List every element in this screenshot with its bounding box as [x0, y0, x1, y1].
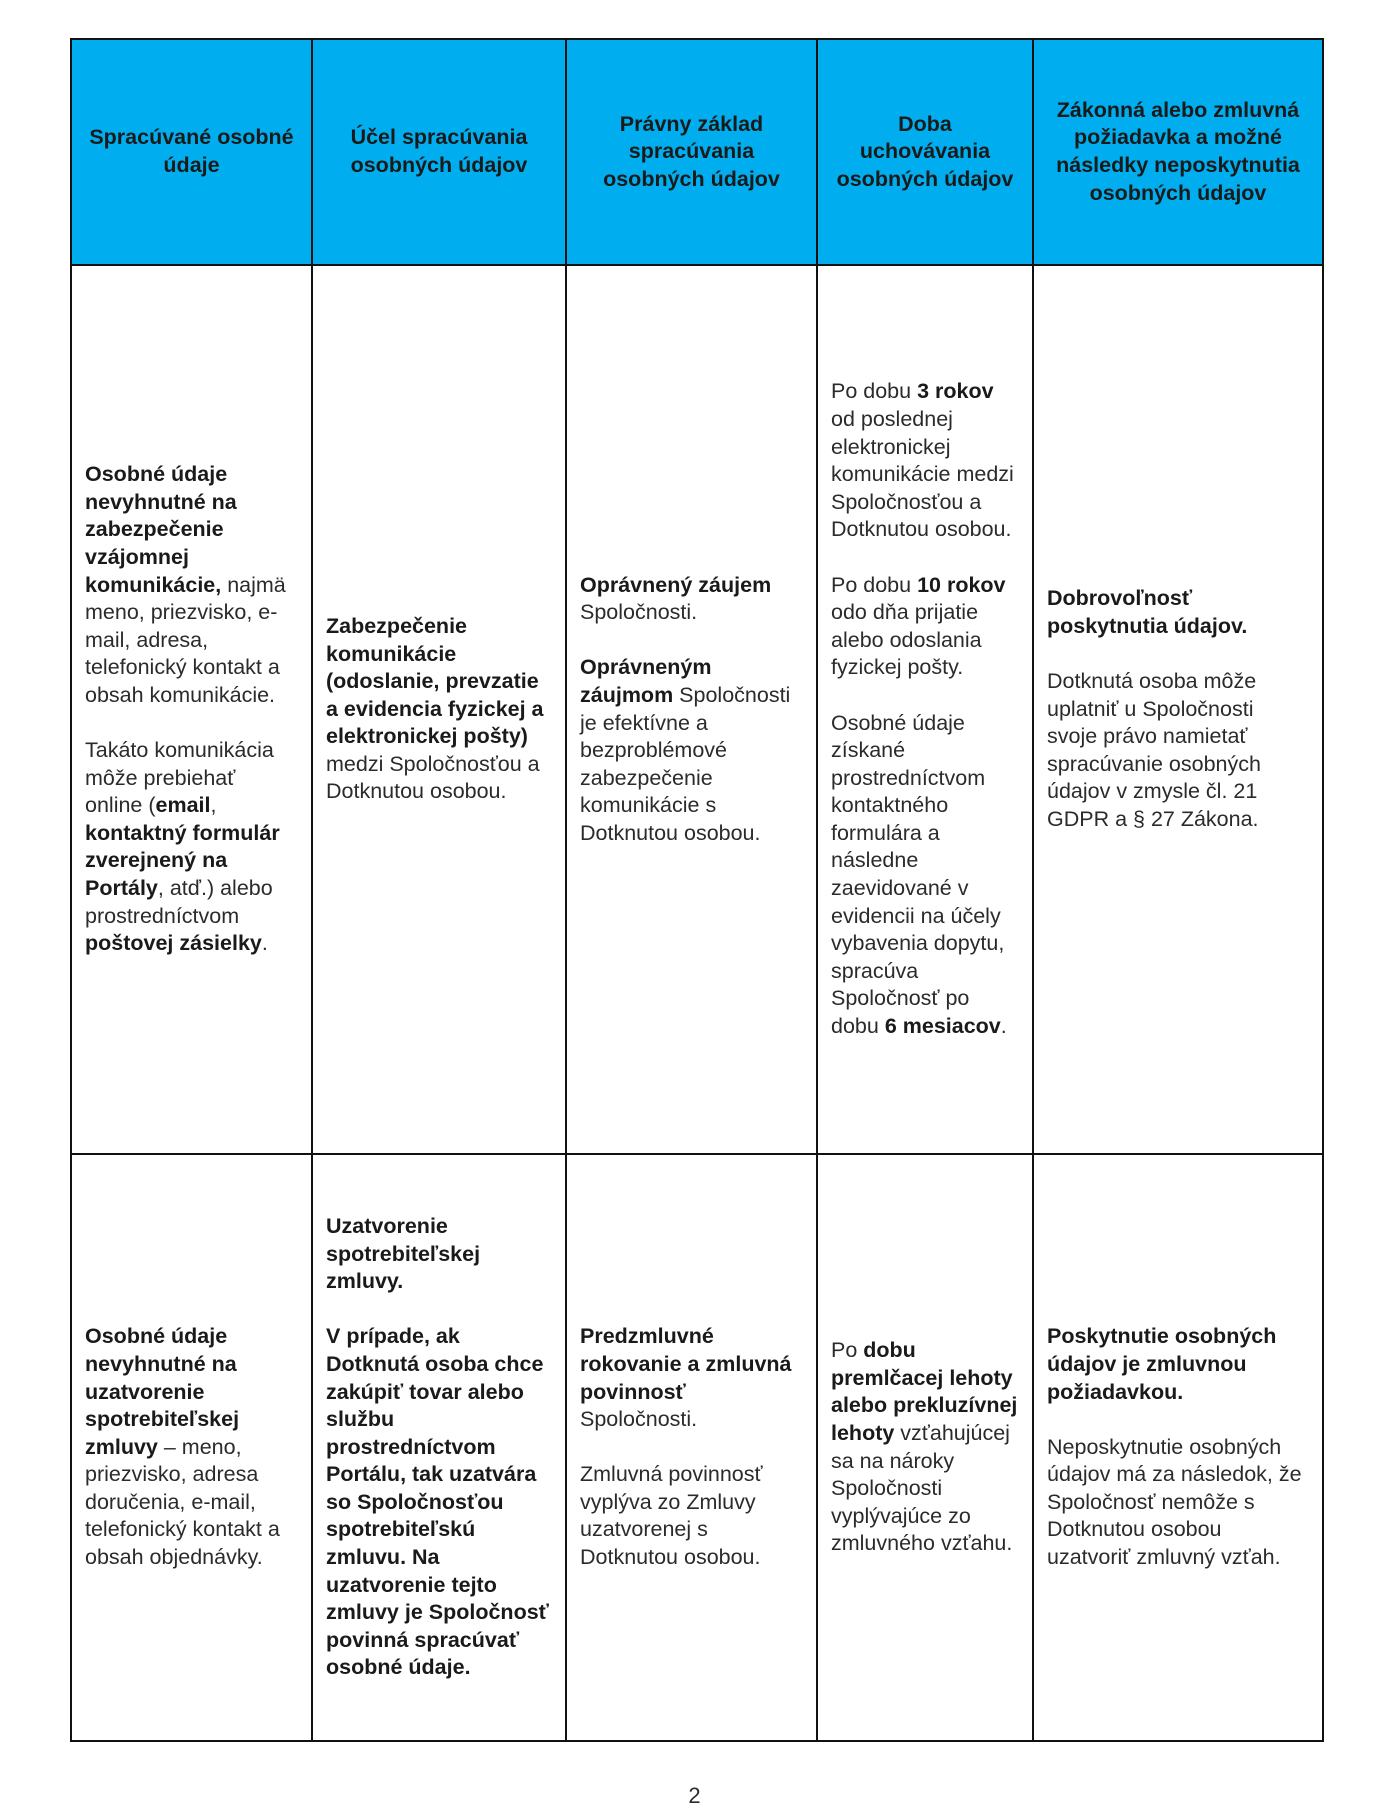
- header-legal-basis: Právny základ spracúvania osobných údajov: [566, 39, 817, 265]
- cell-paragraph: [1047, 668, 1309, 834]
- text: .: [1000, 1014, 1007, 1039]
- table-header-row: [71, 39, 1323, 265]
- bold-text: Uzatvorenie spotrebiteľskej zmluvy.: [326, 1213, 481, 1294]
- cell-legal-basis: [566, 1154, 817, 1741]
- text: odo dňa prijatie alebo odoslania fyzickej pošty.: [831, 600, 982, 680]
- bold-text: email: [155, 793, 211, 818]
- table-row: [71, 1154, 1323, 1741]
- header-purpose: Účel spracúvania osobných údajov: [312, 39, 566, 265]
- text: Po: [831, 1338, 864, 1363]
- cell-requirement-consequences: [1033, 1154, 1323, 1741]
- text: Spoločnosti.: [580, 1407, 698, 1432]
- text: Po dobu: [831, 572, 918, 597]
- text: Takáto komunikácia môže prebiehať online (: [85, 738, 274, 818]
- cell-paragraph: [1047, 1434, 1309, 1572]
- text: vzťahujúcej sa na nároky Spoločnosti vyplývajúce zo zmluvného vzťahu.: [831, 1420, 1013, 1556]
- cell-paragraph: [85, 1323, 298, 1571]
- cell-paragraph: [831, 710, 1019, 1041]
- bold-text: poštovej zásielky: [85, 931, 262, 956]
- cell-processed-data: [71, 265, 312, 1154]
- processing-table: [70, 38, 1324, 1742]
- cell-purpose: [312, 1154, 566, 1741]
- cell-paragraph: [831, 378, 1019, 544]
- cell-paragraph: [831, 572, 1019, 682]
- cell-paragraph: [580, 572, 803, 627]
- text: , atď.) alebo prostredníctvom: [85, 876, 273, 928]
- cell-paragraph: [580, 654, 803, 847]
- cell-processed-data: [71, 1154, 312, 1741]
- text: – meno, priezvisko, adresa doručenia, e-mail, telefonický kontakt a obsah objednávky.: [85, 1434, 280, 1570]
- table-row: [71, 265, 1323, 1154]
- bold-text: Oprávnený záujem: [580, 572, 772, 597]
- cell-paragraph: [326, 613, 552, 806]
- bold-text: Osobné údaje nevyhnutné na zabezpečenie vzájomnej komunikácie,: [85, 462, 237, 597]
- cell-paragraph: [580, 1323, 803, 1433]
- cell-requirement-consequences: [1033, 265, 1323, 1154]
- cell-paragraph: [831, 1337, 1019, 1558]
- bold-text: Oprávneným záujmom: [580, 655, 712, 707]
- bold-text: 3 rokov: [917, 379, 994, 404]
- bold-text: 10 rokov: [917, 572, 1006, 597]
- cell-paragraph: [1047, 1323, 1309, 1406]
- cell-purpose: [312, 265, 566, 1154]
- text: Zmluvná povinnosť vyplýva zo Zmluvy uzatvorenej s Dotknutou osobou.: [580, 1462, 763, 1570]
- bold-text: kontaktný formulár zverejnený na Portály: [85, 820, 280, 901]
- cell-legal-basis: [566, 265, 817, 1154]
- text: ,: [210, 793, 217, 818]
- text: Spoločnosti je efektívne a bezproblémové zabezpečenie komunikácie s Dotknutou osobou.: [580, 682, 791, 845]
- header-processed-data: Spracúvané osobné údaje: [71, 39, 312, 265]
- text: Po dobu: [831, 379, 918, 404]
- text: medzi Spoločnosťou a Dotknutou osobou.: [326, 751, 540, 804]
- bold-text: Osobné údaje nevyhnutné na uzatvorenie spotrebiteľskej zmluvy: [85, 1324, 240, 1459]
- bold-text: Dobrovoľnosť poskytnutia údajov.: [1047, 586, 1248, 638]
- bold-text: Zabezpečenie komunikácie (odoslanie, prevzatie a evidencia fyzickej a elektronickej pošty): [326, 613, 544, 749]
- cell-paragraph: [85, 737, 298, 958]
- text: Spoločnosti.: [580, 600, 698, 625]
- bold-text: 6 mesiacov: [884, 1014, 1001, 1039]
- bold-text: Predzmluvné rokovanie a zmluvná povinnosť: [580, 1324, 792, 1404]
- bold-text: V prípade, ak Dotknutá osoba chce zakúpiť tovar alebo službu prostredníctvom Portálu, tak uzatvára so Spoločnosťou spotrebiteľskú zmluvu. Na uzatvorenie tejto zmluvy je Spoločnosť povinná spracúvať osobné údaje.: [326, 1324, 549, 1680]
- text: Dotknutá osoba môže uplatniť u Spoločnosti svoje právo namietať spracúvanie osobných údajov v zmysle čl. 21 GDPR a § 27 Zákona.: [1047, 669, 1261, 832]
- cell-retention-period: [817, 1154, 1033, 1741]
- cell-paragraph: [85, 461, 298, 709]
- page-number: 2: [688, 1783, 701, 1808]
- cell-paragraph: [326, 1213, 552, 1296]
- cell-retention-period: [817, 265, 1033, 1154]
- text: Neposkytnutie osobných údajov má za následok, že Spoločnosť nemôže s Dotknutou osobou uzatvoriť zmluvný vzťah.: [1047, 1434, 1302, 1570]
- header-requirement-consequences: Zákonná alebo zmluvná požiadavka a možné následky neposkytnutia osobných údajov: [1033, 39, 1323, 265]
- text: Osobné údaje získané prostredníctvom kontaktného formulára a následne zaevidované v evidencii na účely vybavenia dopytu, spracúva Spoločnosť po dobu: [831, 710, 1005, 1039]
- header-retention-period: Doba uchovávania osobných údajov: [817, 39, 1033, 265]
- cell-paragraph: [580, 1461, 803, 1571]
- bold-text: Poskytnutie osobných údajov je zmluvnou požiadavkou.: [1047, 1324, 1277, 1404]
- bold-text: dobu premlčacej lehoty alebo prekluzívnej lehoty: [831, 1338, 1018, 1445]
- text: od poslednej elektronickej komunikácie medzi Spoločnosťou a Dotknutou osobou.: [831, 406, 1014, 542]
- cell-paragraph: [1047, 585, 1309, 640]
- text: najmä meno, priezvisko, e-mail, adresa, telefonický kontakt a obsah komunikácie.: [85, 572, 286, 707]
- cell-paragraph: [326, 1323, 552, 1682]
- text: .: [261, 931, 268, 956]
